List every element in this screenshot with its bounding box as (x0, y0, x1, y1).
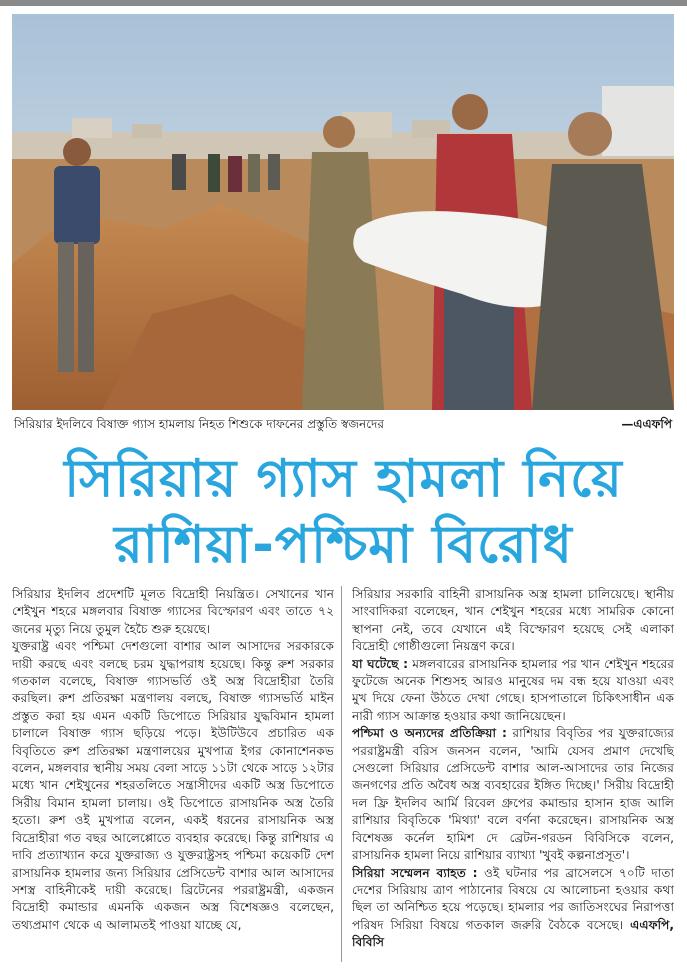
paragraph-text: রাশিয়ার বিবৃতির পর যুক্তরাজ্যের পররাষ্ট্রমন্ত্রী বরিস জনসন বলেন, 'আমি যেসব প্রমাণ দেখেছি সেগুলো সিরিয়ার প্রেসিডেন্ট বাশার আল-আসাদের তার নিজের জনগণের প্রতি অবৈধ অস্ত্র ব্যবহারের ইঙ্গিত দিচ্ছে।' সিরীয় বিদ্রোহী দল ফ্রি ইদলিব আর্মি রিবেল গ্রুপের কমান্ডার হাসান হাজ আলি রাশিয়ার বিবৃতিকে 'মিথ্যা' বলে বর্ণনা করেছেন। রাসায়নিক অস্ত্র বিশেষজ্ঞ কর্নেল হামিশ দে ব্রেটন-গরডন বিবিসিকে বলেন, রাসায়নিক হামলা নিয়ে রাশিয়ার ব্যাখ্যা 'খুবই কল্পনাপ্রসূত'। (352, 726, 674, 863)
headline (0, 446, 687, 578)
top-rule (0, 0, 687, 6)
paragraph-text: মঙ্গলবারের রাসায়নিক হামলার পর খান শেইখুন শহরের ফুটেজে অনেক শিশুসহ আরও মানুষের দম বন্ধ হয়ে যাওয়া এবং মুখ দিয়ে ফেনা উঠতে দেখা গেছে। হাসপাতালে চিকিৎসাধীন এক নারী গ্যাস আক্রান্ত হওয়ার কথা জানিয়েছেন। (352, 656, 674, 723)
paragraph-text: ওই ঘটনার পর ব্রাসেলসে ৭০টি দাতা দেশের সিরিয়ায় ত্রাণ পাঠানোর বিষয়ে যে আলোচনা হওয়ার কথা ছিল তা অনিশ্চিত হয়ে পড়েছে। হামলার পর জাতিসংঘের নিরাপত্তা পরিষদ সিরিয়া বিষয়ে গতকাল জরুরি বৈঠকে বসেছে। (352, 865, 674, 932)
article-paragraph (352, 656, 674, 726)
subhead-reactions: পশ্চিমা ও অন্যদের প্রতিক্রিয়া : (352, 726, 507, 741)
subhead-what-happened: যা ঘটেছে : (352, 656, 408, 671)
article-column-right (352, 586, 674, 962)
source-signature: এএফপি, বিবিসি (352, 917, 674, 950)
photo-credit: —এএফপি (621, 417, 672, 431)
article-paragraph (352, 865, 674, 952)
article-paragraph: সিরিয়ার সরকারি বাহিনী রাসায়নিক অস্ত্র হামলা চালিয়েছে। স্থানীয় সাংবাদিকরা বলেছেন, খান শেইখুন শহরের মধ্যে সামরিক কোনো স্থাপনা নেই, তবে যেখানে এই বিস্ফোরণ হয়েছে সেই এলাকা বিদ্রোহী গোষ্ঠীগুলো নিয়ন্ত্রণ করে। (352, 587, 674, 654)
article-paragraph: সিরিয়ার ইদলিব প্রদেশটি মূলত বিদ্রোহী নিয়ন্ত্রিত। সেখানের খান শেইখুন শহরে মঙ্গলবার বিষাক্ত গ্যাসের বিস্ফোরণ এবং তাতে ৭২ জনের মৃত্যু নিয়ে তুমুল হৈচৈ শুরু হয়েছে। (12, 587, 334, 636)
article-paragraph (352, 725, 674, 864)
column-divider (341, 586, 342, 962)
photo-caption-row (12, 414, 674, 434)
photo-caption: সিরিয়ার ইদলিবে বিষাক্ত গ্যাস হামলায় নিহত শিশুকে দাফনের প্রস্তুতি স্বজনদের (14, 417, 384, 431)
headline-line-1: সিরিয়ায় গ্যাস হামলা নিয়ে (64, 449, 623, 509)
article-paragraph: যুক্তরাষ্ট্র এবং পশ্চিমা দেশগুলো বাশার আল আসাদের সরকারকে দায়ী করছে এবং বলছে চরম যুদ্ধাপরাধ হয়েছে। কিন্তু রুশ সরকার গতকাল বলেছে, বিষাক্ত গ্যাসভর্তি ওই অস্ত্র বিদ্রোহীরা তৈরি করছিল। রুশ প্রতিরক্ষা মন্ত্রণালয় বলছে, বিষাক্ত গ্যাসভর্তি মাইন প্রস্তুত করা হয় এমন একটি ডিপোতে সিরিয়ার যুদ্ধবিমান হামলা চালালে বিষাক্ত গ্যাস ছড়িয়ে পড়ে। ইউটিউবে প্রচারিত এক বিবৃতিতে রুশ প্রতিরক্ষা মন্ত্রণালয়ের মুখপাত্র ইগর কোনাশেনকভ বলেন, মঙ্গলবার স্থানীয় সময় বেলা সাড়ে ১১টা থেকে সাড়ে ১২টার মধ্যে খান শেইখুনের শহরতলিতে সন্ত্রাসীদের একটি অস্ত্র ডিপোতে সিরীয় বিমান হামলা চালায়। ওই ডিপোতে রাসায়নিক অস্ত্র তৈরি হতো। রুশ ওই মুখপাত্র বলেন, একই ধরনের রাসায়নিক অস্ত্র বিদ্রোহীরা গত বছর আলেপ্পোতে ব্যবহার করেছে। কিন্তু রাশিয়ার এ দাবি প্রত্যাখ্যান করে যুক্তরাজ্য ও যুক্তরাষ্ট্রসহ পশ্চিমা কয়েকটি দেশ রাসায়নিক হামলার জন্য সিরিয়ার প্রেসিডেন্ট বাশার আল আসাদের সশস্ত্র বাহিনীকেই দায়ী করেছে। ব্রিটেনের পররাষ্ট্রমন্ত্রী, একজন বিদ্রোহী কমান্ডার এমনকি একজন অস্ত্র বিশেষজ্ঞও বলেছেন, তথ্যপ্রমাণ থেকে এ আলামতই পাওয়া যাচ্ছে যে, (12, 639, 334, 932)
article-body (12, 586, 674, 962)
headline-line-2: রাশিয়া-পশ্চিমা বিরোধ (114, 515, 573, 575)
article-column-left (12, 586, 334, 962)
news-photo (12, 14, 674, 410)
subhead-conference: সিরিয়া সম্মেলন ব্যাহত : (352, 865, 478, 880)
